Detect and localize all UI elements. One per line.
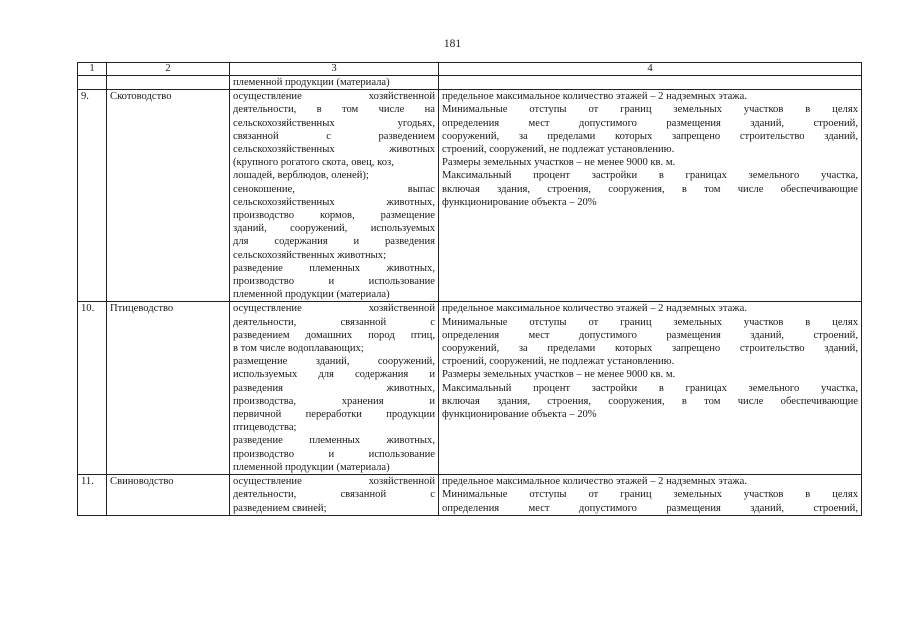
parameter-line: включая здания, строения, сооружения, в том числе обеспечивающие	[442, 395, 858, 407]
row-number: 9.	[78, 90, 107, 302]
row-number: 10.	[78, 302, 107, 475]
description-line: осуществление хозяйственной	[233, 91, 435, 103]
description-line: производства, хранения и	[233, 395, 435, 407]
parameter-line: функционирование объекта – 20%	[442, 196, 597, 208]
land-use-description	[230, 90, 439, 302]
parameter-line: Максимальный процент застройки в границах земельного участка,	[442, 382, 858, 394]
description-line: разведение племенных животных,	[233, 435, 435, 447]
column-header: 2	[107, 63, 230, 76]
parameter-line: Минимальные отступы от границ земельных участков в целях	[442, 489, 858, 501]
description-line: осуществление хозяйственной	[233, 303, 435, 315]
column-header: 1	[78, 63, 107, 76]
column-header: 3	[230, 63, 439, 76]
land-use-name: Птицеводство	[107, 302, 230, 475]
table-row	[78, 90, 862, 302]
parameter-line: функционирование объекта – 20%	[442, 409, 597, 421]
description-line: деятельности, связанной с	[233, 316, 435, 328]
description-line: сельскохозяйственных угодьях,	[233, 117, 435, 129]
description-line: сенокошение, выпас	[233, 183, 435, 195]
parameter-line: сооружений, за пределами которых запрещено строительство зданий,	[442, 130, 858, 142]
parameter-line: строений, сооружений, не подлежат установлению.	[442, 356, 675, 368]
parameters-description	[439, 302, 862, 475]
description-line: деятельности, в том числе на	[233, 104, 435, 116]
description-line: производство и использование	[233, 276, 435, 288]
description-line: лошадей, верблюдов, оленей);	[233, 170, 369, 182]
description-line: для содержания и разведения	[233, 236, 435, 248]
parameter-line: предельное максимальное количество этажей – 2 надземных этажа.	[442, 476, 747, 488]
parameter-line: сооружений, за пределами которых запрещено строительство зданий,	[442, 343, 858, 355]
description-line: разведением домашних пород птиц,	[233, 329, 435, 341]
description-line: первичной переработки продукции	[233, 409, 435, 421]
description-line: используемых для содержания и	[233, 369, 435, 381]
table-row	[78, 302, 862, 475]
description-line: разведения животных,	[233, 382, 435, 394]
description-line: производство кормов, размещение	[233, 210, 435, 222]
parameter-line: Максимальный процент застройки в границах земельного участка,	[442, 170, 858, 182]
parameter-line: определения мест допустимого размещения зданий, строений,	[442, 502, 858, 514]
row-number: 11.	[78, 475, 107, 516]
table-header-row	[78, 63, 862, 76]
description-line: осуществление хозяйственной	[233, 476, 435, 488]
parameter-line: определения мест допустимого размещения зданий, строений,	[442, 117, 858, 129]
continuation-text: племенной продукции (материала)	[230, 76, 439, 90]
land-use-description	[230, 302, 439, 475]
description-line: племенной продукции (материала)	[233, 461, 390, 473]
description-line: сельскохозяйственных животных,	[233, 196, 435, 208]
description-line: птицеводства;	[233, 422, 297, 434]
parameters-description	[439, 475, 862, 516]
description-line: сельскохозяйственных животных	[233, 144, 435, 156]
description-line: деятельности, связанной с	[233, 489, 435, 501]
page-number: 181	[443, 38, 462, 50]
description-line: разведением свиней;	[233, 502, 327, 514]
description-line: сельскохозяйственных животных;	[233, 249, 387, 261]
parameter-line: Минимальные отступы от границ земельных участков в целях	[442, 316, 858, 328]
continuation-row	[78, 76, 862, 90]
description-line: племенной продукции (материала)	[233, 289, 390, 301]
description-line: в том числе водоплавающих;	[233, 343, 364, 355]
parameter-line: предельное максимальное количество этажей – 2 надземных этажа.	[442, 91, 747, 103]
parameter-line: предельное максимальное количество этажей – 2 надземных этажа.	[442, 303, 747, 315]
parameter-line: Размеры земельных участков – не менее 9000 кв. м.	[442, 369, 676, 381]
land-use-description	[230, 475, 439, 516]
parameter-line: Минимальные отступы от границ земельных участков в целях	[442, 104, 858, 116]
parameter-line: включая здания, строения, сооружения, в том числе обеспечивающие	[442, 183, 858, 195]
parameter-line: Размеры земельных участков – не менее 9000 кв. м.	[442, 157, 676, 169]
description-line: зданий, сооружений, используемых	[233, 223, 435, 235]
regulations-table	[77, 62, 862, 516]
land-use-name: Свиноводство	[107, 475, 230, 516]
description-line: разведение племенных животных,	[233, 262, 435, 274]
description-line: размещение зданий, сооружений,	[233, 356, 435, 368]
parameters-description	[439, 90, 862, 302]
land-use-name: Скотоводство	[107, 90, 230, 302]
table-row	[78, 475, 862, 516]
description-line: производство и использование	[233, 448, 435, 460]
column-header: 4	[439, 63, 862, 76]
description-line: (крупного рогатого скота, овец, коз,	[233, 157, 394, 169]
parameter-line: строений, сооружений, не подлежат установлению.	[442, 144, 675, 156]
description-line: связанной с разведением	[233, 130, 435, 142]
parameter-line: определения мест допустимого размещения зданий, строений,	[442, 329, 858, 341]
